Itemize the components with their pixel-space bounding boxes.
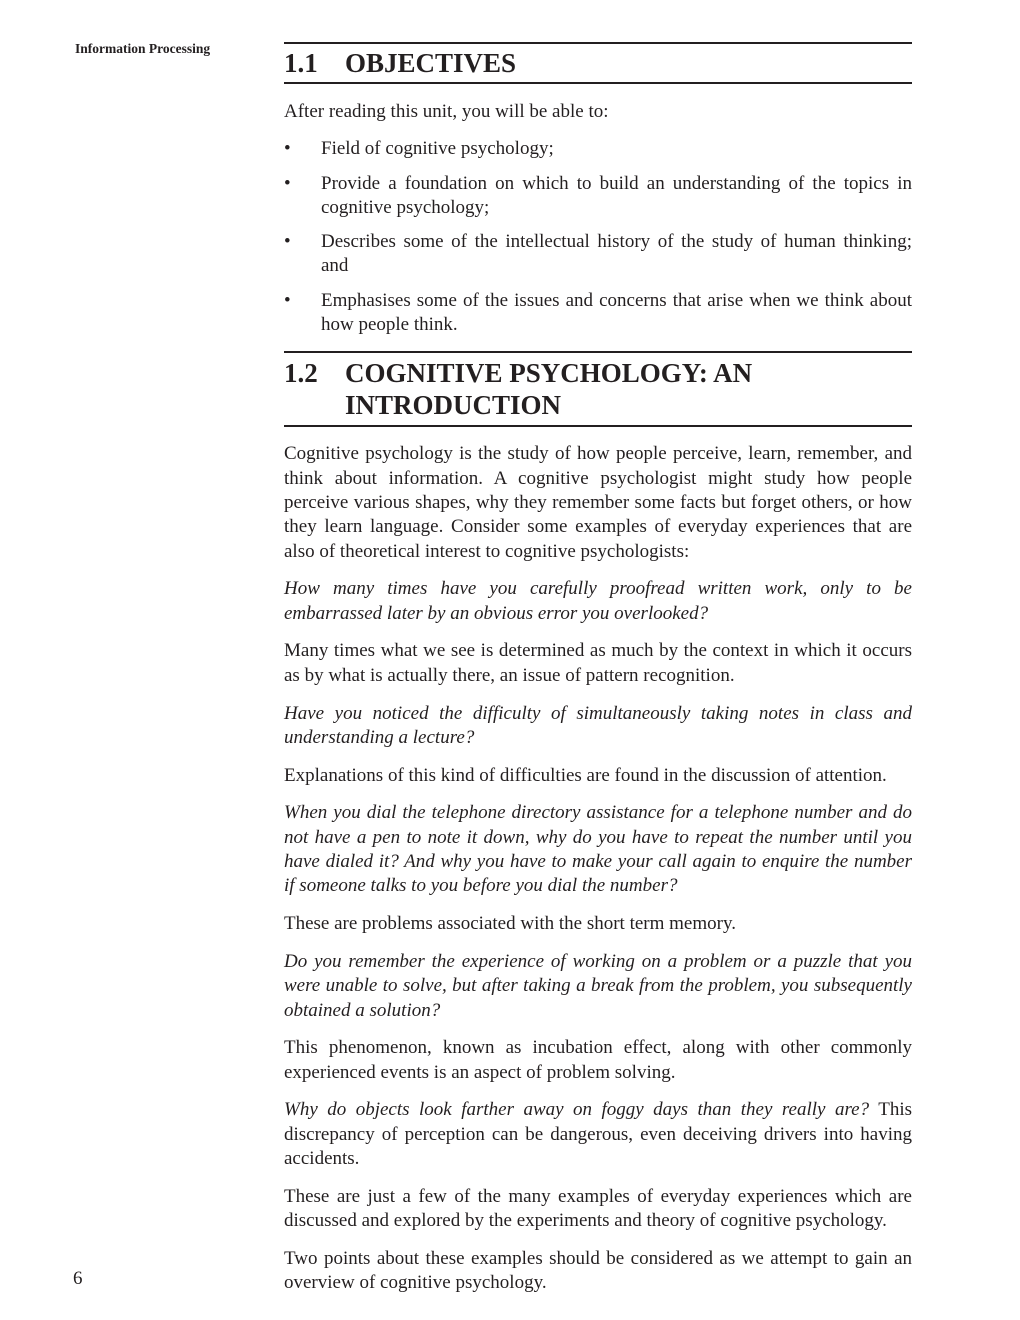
- body-paragraph: These are problems associated with the short term memory.: [284, 913, 736, 935]
- example-question: Have you noticed the difficulty of simultaneously taking notes in class and understanding a lecture?: [284, 702, 912, 748]
- example-question: When you dial the telephone directory assistance for a telephone number and do not have a pen to note it down, why do you have to repeat the number until you have dialed it? And why you have to make your call again to enquire the number if someone talks to you before you dial the number?: [284, 802, 912, 897]
- objective-item: [284, 172, 912, 221]
- section-heading-objectives: [284, 42, 912, 84]
- objective-text: Field of cognitive psychology;: [321, 138, 554, 160]
- body-paragraph: Two points about these examples should be considered as we attempt to gain an overview of cognitive psychology.: [284, 1247, 912, 1294]
- bullet-icon: •: [284, 231, 291, 253]
- section-heading-introduction: [284, 351, 912, 427]
- bullet-icon: •: [284, 138, 291, 160]
- section-title-line: COGNITIVE PSYCHOLOGY: AN: [345, 358, 753, 389]
- body-paragraph: Many times what we see is determined as much by the context in which it occurs as by what is actually there, an issue of pattern recognition.: [284, 640, 912, 686]
- running-head: Information Processing: [75, 41, 211, 56]
- bullet-icon: •: [284, 289, 291, 311]
- body-paragraph: These are just a few of the many examples of everyday experiences which are discussed and explored by the experiments and theory of cognitive psychology.: [284, 1185, 912, 1232]
- objective-item: [284, 289, 912, 338]
- bullet-icon: •: [284, 172, 291, 194]
- objective-item: [284, 137, 912, 161]
- main-column: [284, 42, 912, 1295]
- body-paragraph: [284, 1098, 912, 1171]
- objective-text: Describes some of the intellectual history of the study of human thinking; and: [321, 231, 912, 277]
- body-paragraph: Explanations of this kind of difficulties are found in the discussion of attention.: [284, 764, 887, 786]
- section-title-line: INTRODUCTION: [345, 390, 562, 421]
- body-paragraph: This phenomenon, known as incubation effect, along with other commonly experienced events is an aspect of problem solving.: [284, 1037, 912, 1083]
- objective-text: Emphasises some of the issues and concerns that arise when we think about how people think.: [321, 289, 912, 336]
- section-title: [345, 357, 912, 421]
- section-number: 1.1: [284, 48, 318, 78]
- objectives-list: [284, 137, 912, 337]
- section-title: OBJECTIVES: [345, 48, 517, 78]
- example-question: Why do objects look farther away on foggy days than they really are?: [284, 1099, 870, 1121]
- example-question: Do you remember the experience of working on a problem or a puzzle that you were unable to solve, but after taking a break from the problem, you subsequently obtained a solution?: [284, 950, 912, 1021]
- body-paragraph: Cognitive psychology is the study of how people perceive, learn, remember, and think about information. A cognitive psychologist might study how people perceive various shapes, why they remember some facts but forget others, or how they learn language. Consider some examples of everyday experiences that are also of theoretical interest to cognitive psychologists:: [284, 443, 912, 562]
- body-text: This discrepancy of perception can be dangerous, even deceiving drivers into having accidents.: [284, 1099, 912, 1169]
- objective-item: [284, 230, 912, 279]
- objective-text: Provide a foundation on which to build an understanding of the topics in cognitive psychology;: [321, 172, 912, 218]
- objectives-intro: After reading this unit, you will be able to:: [284, 101, 609, 122]
- page-number: 6: [73, 1268, 83, 1289]
- example-question: How many times have you carefully proofread written work, only to be embarrassed later by an obvious error you overlooked?: [284, 578, 912, 624]
- section-number: 1.2: [284, 358, 318, 389]
